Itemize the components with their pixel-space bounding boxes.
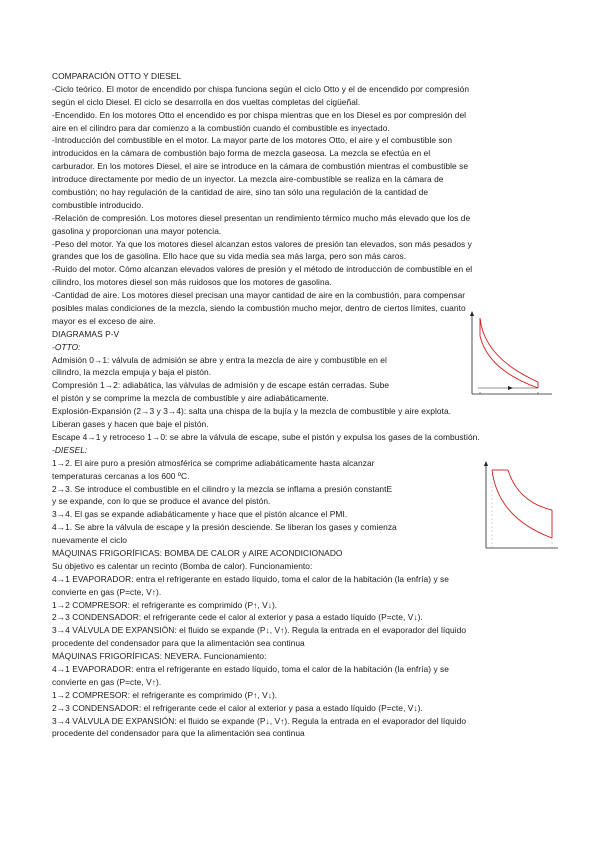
text-line: 4→1. Se abre la válvula de escape y la presión desciende. Se liberan los gases y comienza [52, 522, 397, 533]
text-line: grandes que los de gasolina. Ello hace que su vida media sea más larga, pero son más caros. [52, 251, 407, 262]
text-line: según el ciclo Diesel. El ciclo se desarrolla en dos vueltas completas del cigüeñal. [52, 96, 361, 107]
text-line: combustible introducido. [52, 199, 144, 210]
text-line: MÁQUINAS FRIGORÍFICAS: BOMBA DE CALOR y AIRE ACONDICIONADO [52, 547, 343, 558]
text-line: cilindro, los motores diesel son más ruidosos que los motores de gasolina. [52, 277, 332, 288]
text-line: convierte en gas (P=cte, V↑). [52, 586, 162, 597]
diesel-compression-curve [492, 470, 552, 538]
text-line: Explosión-Expansión (2→3 y 3→4): salta una chispa de la bujía y la mezcla de combustible y aire explota. [52, 406, 452, 417]
diesel-pv-diagram-icon [478, 458, 560, 558]
text-line: nuevamente el ciclo [52, 535, 127, 546]
section-heading: DIAGRAMAS P-V [52, 328, 120, 339]
text-line: 3→4. El gas se expande adiabáticamente y hace que el pistón alcance el PMI. [52, 509, 348, 520]
text-line: procedente del condensador para que la alimentación sea continua [52, 728, 305, 739]
text-line: -Peso del motor. Ya que los motores diesel alcanzan estos valores de presión tan elevados, son más pesados y [52, 238, 472, 249]
text-line: temperaturas cercanas a los 600 ºC. [52, 470, 190, 481]
text-line: procedente del condensador para que la alimentación sea continua [52, 638, 305, 649]
text-line: introducidos en la cámara de combustión bajo forma de mezcla gaseosa. La mezcla se efectúa en el [52, 148, 431, 159]
text-line: combustión; no hay regulación de la cantidad de aire, sino tan sólo una regulación de la cantidad de [52, 187, 429, 198]
text-line: Admisión 0→1: válvula de admisión se abre y entra la mezcla de aire y combustible en el [52, 354, 387, 365]
text-line: 2→3. Se introduce el combustible en el cilindro y la mezcla se inflama a presión constantE [52, 483, 393, 494]
text-line: Escape 4→1 y retroceso 1→0: se abre la válvula de escape, sube el pistón y expulsa los gases de la combustión. [52, 431, 480, 442]
text-line: gasolina y proporcionan una mayor potencia. [52, 225, 222, 236]
text-line: -Relación de compresión. Los motores diesel presentan un rendimiento térmico mucho más elevado que los de [52, 212, 471, 223]
text-line: el pistón y se comprime la mezcla de combustible y aire adiabáticamente. [52, 393, 329, 404]
text-line: 1→2 COMPRESOR: el refrigerante es comprimido (P↑, V↓). [52, 599, 278, 610]
diesel-expansion-curve [508, 470, 552, 510]
text-line: 4→1 EVAPORADOR: entra el refrigerante en estado líquido, toma el calor de la habitación (la enfría) y se [52, 573, 450, 584]
text-line: carburador. En los motores Diesel, el aire se introduce en la cámara de combustión mientras el combustible se [52, 161, 469, 172]
text-line: -Ruido del motor. Cómo alcanzan elevados valores de presión y el método de introducción de combustible en el [52, 264, 473, 275]
text-line: -Cantidad de aire. Los motores diesel precisan una mayor cantidad de aire en la combustión, para compensar [52, 290, 466, 301]
text-line: MÁQUINAS FRIGORÍFICAS: NEVERA. Funcionamiento: [52, 651, 267, 662]
text-line: introduce directamente por medio de un inyector. La mezcla aire-combustible se realiza en la cámara de [52, 174, 444, 185]
text-line: posibles malas condiciones de la mezcla, siendo la combustión mucho mejor, dentro de ciertos límites, cuanto [52, 303, 466, 314]
text-line: 2→3 CONDENSADOR: el refrigerante cede el calor al exterior y pasa a estado líquido (P=cte, V↓). [52, 612, 423, 623]
text-line: 1→2. El aire puro a presión atmosférica se comprime adiabáticamente hasta alcanzar [52, 457, 375, 468]
subsection-heading: -OTTO: [52, 341, 81, 352]
otto-pv-diagram-icon [458, 308, 556, 406]
text-line: 3→4 VÁLVULA DE EXPANSIÓN: el fluido se expande (P↓, V↑). Regula la entrada en el evaporador del líquido [52, 625, 467, 636]
text-line: -Introducción del combustible en el motor. La mayor parte de los motores Otto, el aire y el combustible son [52, 135, 453, 146]
text-line: Su objetivo es calentar un recinto (Bomba de calor). Funcionamiento: [52, 560, 313, 571]
text-line: y se expande, con lo que se produce el avance del pistón. [52, 496, 271, 507]
text-line: 1→2 COMPRESOR: el refrigerante es comprimido (P↑, V↓). [52, 689, 278, 700]
text-line: 4→1 EVAPORADOR: entra el refrigerante en estado líquido, toma el calor de la habitación (la enfría) y se [52, 663, 450, 674]
text-line: Compresión 1→2: adiabática, las válvulas de admisión y de escape están cerradas. Sube [52, 380, 390, 391]
subsection-heading: -DIESEL: [52, 444, 88, 455]
text-line: Liberan gases y hacen que baje el pistón. [52, 419, 209, 430]
text-line: -Encendido. En los motores Otto el encendido es por chispa mientras que en los Diesel es por compresión del [52, 109, 467, 120]
text-line: 2→3 CONDENSADOR: el refrigerante cede el calor al exterior y pasa a estado líquido (P=cte, V↓). [52, 702, 423, 713]
text-line: 3→4 VÁLVULA DE EXPANSIÓN: el fluido se expande (P↓, V↑). Regula la entrada en el evaporador del líquido [52, 715, 467, 726]
text-line: aire en el cilindro para dar comienzo a la combustión cuando el combustible es inyectado. [52, 122, 390, 133]
otto-compression-curve [480, 318, 538, 382]
text-line: cilindro, la mezcla empuja y baja el pistón. [52, 367, 212, 378]
text-line: convierte en gas (P=cte, V↑). [52, 676, 162, 687]
text-line: mayor es el exceso de aire. [52, 315, 156, 326]
text-line: -Ciclo teórico. El motor de encendido por chispa funciona según el ciclo Otto y el de encendido por compresión [52, 83, 470, 94]
section-heading: COMPARACIÓN OTTO Y DIESEL [52, 71, 182, 81]
